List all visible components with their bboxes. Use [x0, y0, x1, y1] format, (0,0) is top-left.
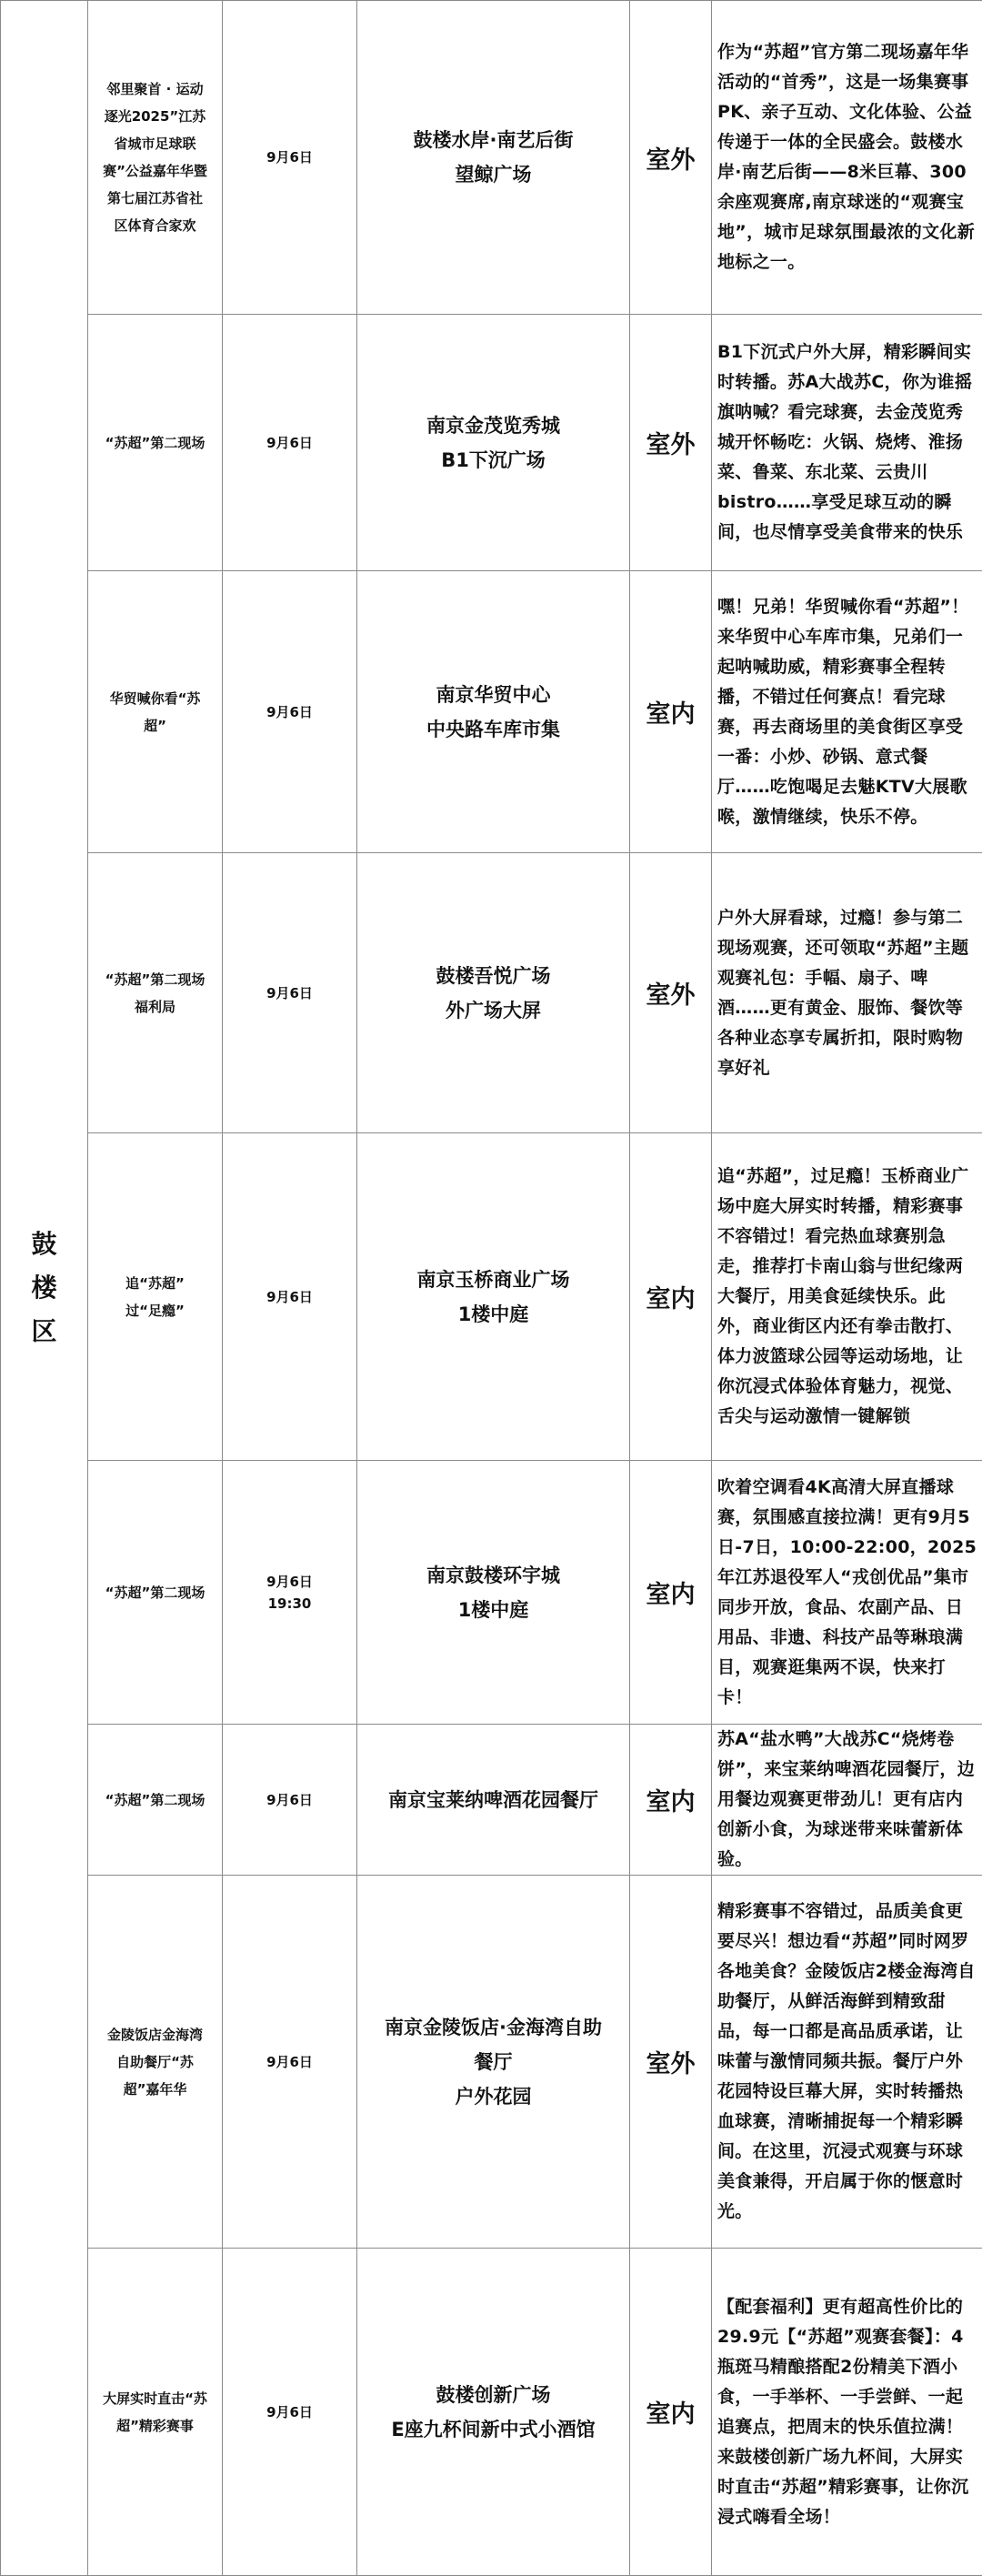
- indoor-outdoor: 室外: [630, 1876, 712, 2249]
- venue-name: 鼓楼创新广场 E座九杯间新中式小酒馆: [357, 2249, 630, 2576]
- activity-description: 精彩赛事不容错过，品质美食更要尽兴！想边看“苏超”同时网罗各地美食？金陵饭店2楼金海湾自助餐厅，从鲜活海鲜到精致甜品，每一口都是高品质承诺，让味蕾与激情同频共振。餐厅户外花园特设巨幕大屏，实时转播热血球赛，清晰捕捉每一个精彩瞬间。在这里，沉浸式观赛与环球美食兼得，开启属于你的惬意时光。: [712, 1876, 982, 2249]
- activity-date: 9月6日: [223, 1725, 357, 1876]
- activity-date: 9月6日: [223, 853, 357, 1133]
- district-cell: [1, 1, 88, 2576]
- activity-name: 追“苏超” 过“足瘾”: [88, 1133, 223, 1461]
- activity-description: 户外大屏看球，过瘾！参与第二现场观赛，还可领取“苏超”主题观赛礼包：手幅、扇子、啤酒……更有黄金、服饰、餐饮等各种业态享专属折扣，限时购物享好礼: [712, 853, 982, 1133]
- venue-name: 南京金陵饭店·金海湾自助餐厅 户外花园: [357, 1876, 630, 2249]
- indoor-outdoor: 室外: [630, 1, 712, 315]
- table-row: [1, 1, 982, 315]
- table-row: [1, 571, 982, 853]
- activity-date: 9月6日: [223, 1133, 357, 1461]
- venue-name: 鼓楼吾悦广场 外广场大屏: [357, 853, 630, 1133]
- venue-name: 南京玉桥商业广场 1楼中庭: [357, 1133, 630, 1461]
- activity-date: 9月6日: [223, 315, 357, 571]
- activity-description: 【配套福利】更有超高性价比的29.9元【“苏超”观赛套餐】：4瓶斑马精酿搭配2份精美下酒小食，一手举杯、一手尝鲜、一起追赛点，把周末的快乐值拉满！来鼓楼创新广场九杯间，大屏实时直击“苏超”精彩赛事，让你沉浸式嗨看全场！: [712, 2249, 982, 2576]
- indoor-outdoor: 室内: [630, 571, 712, 853]
- table-row: [1, 1725, 982, 1876]
- venue-name: 南京华贸中心 中央路车库市集: [357, 571, 630, 853]
- venue-name: 南京宝莱纳啤酒花园餐厅: [357, 1725, 630, 1876]
- district-name: 鼓楼区: [31, 1223, 58, 1353]
- activity-description: 追“苏超”，过足瘾！玉桥商业广场中庭大屏实时转播，精彩赛事不容错过！看完热血球赛别急走，推荐打卡南山翁与世纪缘两大餐厅，用美食延续快乐。此外，商业街区内还有拳击散打、体力波篮球公园等运动场地，让你沉浸式体验体育魅力，视觉、舌尖与运动激情一键解锁: [712, 1133, 982, 1461]
- table-row: [1, 2249, 982, 2576]
- activity-name: 华贸喊你看“苏超”: [88, 571, 223, 853]
- activity-name: 大屏实时直击“苏超”精彩赛事: [88, 2249, 223, 2576]
- activity-date: 9月6日: [223, 2249, 357, 2576]
- activity-name: “苏超”第二现场: [88, 1725, 223, 1876]
- activity-date: 9月6日: [223, 571, 357, 853]
- venue-name: 南京鼓楼环宇城 1楼中庭: [357, 1461, 630, 1725]
- table-row: [1, 853, 982, 1133]
- activity-name: 邻里聚首 · 运动逐光2025”江苏省城市足球联赛”公益嘉年华暨第七届江苏省社区体育合家欢: [88, 1, 223, 315]
- table-row: [1, 315, 982, 571]
- activity-description: B1下沉式户外大屏，精彩瞬间实时转播。苏A大战苏C，你为谁摇旗呐喊？看完球赛，去金茂览秀城开怀畅吃：火锅、烧烤、淮扬菜、鲁菜、东北菜、云贵川bistro……享受足球互动的瞬间，也尽情享受美食带来的快乐: [712, 315, 982, 571]
- indoor-outdoor: 室内: [630, 1461, 712, 1725]
- activity-date: 9月6日: [223, 1, 357, 315]
- table-row: [1, 1876, 982, 2249]
- activity-description: 作为“苏超”官方第二现场嘉年华活动的“首秀”，这是一场集赛事 PK、亲子互动、文化体验、公益传递于一体的全民盛会。鼓楼水岸·南艺后街——8米巨幕、300余座观赛席,南京球迷的“观赛宝地”，城市足球氛围最浓的文化新地标之一。: [712, 1, 982, 315]
- table-row: [1, 1461, 982, 1725]
- activity-description: 吹着空调看4K高清大屏直播球赛，氛围感直接拉满！更有9月5日-7日，10:00-22:00，2025年江苏退役军人“戎创优品”集市同步开放，食品、农副产品、日用品、非遗、科技产品等琳琅满目，观赛逛集两不误，快来打卡！: [712, 1461, 982, 1725]
- activity-name: 金陵饭店金海湾自助餐厅“苏超”嘉年华: [88, 1876, 223, 2249]
- activity-name: “苏超”第二现场福利局: [88, 853, 223, 1133]
- indoor-outdoor: 室内: [630, 2249, 712, 2576]
- indoor-outdoor: 室内: [630, 1133, 712, 1461]
- activity-date: 9月6日 19:30: [223, 1461, 357, 1725]
- indoor-outdoor: 室外: [630, 853, 712, 1133]
- venue-name: 南京金茂览秀城 B1下沉广场: [357, 315, 630, 571]
- indoor-outdoor: 室外: [630, 315, 712, 571]
- venue-name: 鼓楼水岸·南艺后街 望鲸广场: [357, 1, 630, 315]
- activity-date: 9月6日: [223, 1876, 357, 2249]
- indoor-outdoor: 室内: [630, 1725, 712, 1876]
- activity-description: 嘿！兄弟！华贸喊你看“苏超”！来华贸中心车库市集，兄弟们一起呐喊助威，精彩赛事全程转播，不错过任何赛点！看完球赛，再去商场里的美食街区享受一番：小炒、砂锅、意式餐厅……吃饱喝足去魅KTV大展歌喉，激情继续，快乐不停。: [712, 571, 982, 853]
- activity-name: “苏超”第二现场: [88, 315, 223, 571]
- activity-description: 苏A“盐水鸭”大战苏C“烧烤卷饼”，来宝莱纳啤酒花园餐厅，边用餐边观赛更带劲儿！更有店内创新小食，为球迷带来味蕾新体验。: [712, 1725, 982, 1876]
- table-row: [1, 1133, 982, 1461]
- activity-name: “苏超”第二现场: [88, 1461, 223, 1725]
